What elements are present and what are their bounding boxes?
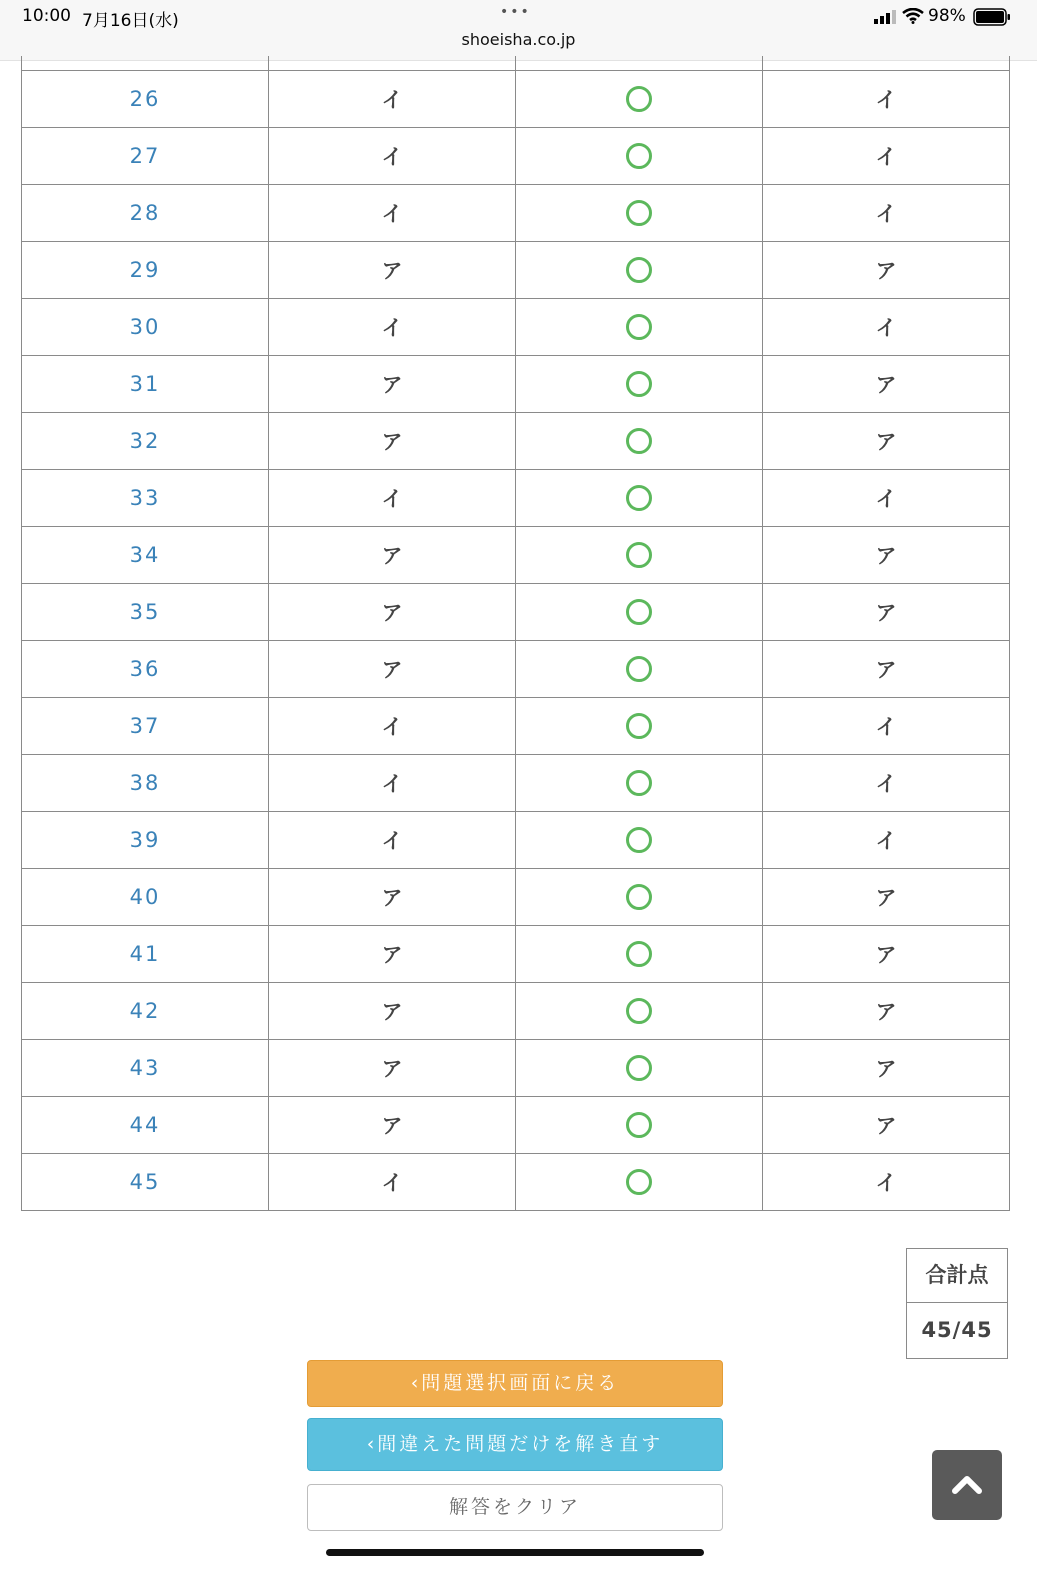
question-number-link[interactable]: 27 bbox=[22, 128, 269, 185]
your-answer: イ bbox=[269, 185, 516, 242]
question-number-link[interactable]: 31 bbox=[22, 356, 269, 413]
your-answer: ア bbox=[269, 869, 516, 926]
table-row bbox=[22, 926, 1010, 983]
question-number-link[interactable]: 41 bbox=[22, 926, 269, 983]
correct-answer: ア bbox=[763, 869, 1010, 926]
result-cell bbox=[516, 1154, 763, 1211]
result-cell bbox=[516, 698, 763, 755]
question-number-link[interactable]: 29 bbox=[22, 242, 269, 299]
more-dots-icon[interactable]: ••• bbox=[500, 4, 531, 20]
your-answer: イ bbox=[269, 755, 516, 812]
correct-answer: イ bbox=[763, 1154, 1010, 1211]
result-cell bbox=[516, 356, 763, 413]
result-cell bbox=[516, 527, 763, 584]
your-answer: イ bbox=[269, 812, 516, 869]
your-answer: ア bbox=[269, 584, 516, 641]
correct-circle-icon bbox=[626, 542, 652, 568]
correct-answer: ア bbox=[763, 413, 1010, 470]
correct-answer: イ bbox=[763, 812, 1010, 869]
home-indicator bbox=[326, 1549, 704, 1556]
total-score-value: 45/45 bbox=[921, 1318, 993, 1342]
question-number-link[interactable]: 44 bbox=[22, 1097, 269, 1154]
table-row bbox=[22, 983, 1010, 1040]
table-row bbox=[22, 185, 1010, 242]
table-row bbox=[22, 869, 1010, 926]
correct-circle-icon bbox=[626, 257, 652, 283]
correct-answer: ア bbox=[763, 242, 1010, 299]
correct-circle-icon bbox=[626, 314, 652, 340]
your-answer: ア bbox=[269, 242, 516, 299]
question-number-link[interactable]: 33 bbox=[22, 470, 269, 527]
correct-circle-icon bbox=[626, 656, 652, 682]
table-row bbox=[22, 242, 1010, 299]
correct-circle-icon bbox=[626, 941, 652, 967]
correct-answer: イ bbox=[763, 299, 1010, 356]
your-answer: イ bbox=[269, 470, 516, 527]
question-number-link[interactable]: 35 bbox=[22, 584, 269, 641]
correct-answer: ア bbox=[763, 926, 1010, 983]
table-row bbox=[22, 128, 1010, 185]
your-answer: ア bbox=[269, 413, 516, 470]
browser-status-bar bbox=[0, 0, 1037, 61]
question-number-link[interactable]: 28 bbox=[22, 185, 269, 242]
your-answer: ア bbox=[269, 983, 516, 1040]
correct-answer: ア bbox=[763, 584, 1010, 641]
correct-circle-icon bbox=[626, 827, 652, 853]
table-row bbox=[22, 1097, 1010, 1154]
battery-percent: 98% bbox=[928, 6, 966, 26]
table-row bbox=[22, 470, 1010, 527]
status-date: 7月16日(水) bbox=[82, 11, 179, 31]
result-cell bbox=[516, 812, 763, 869]
correct-circle-icon bbox=[626, 884, 652, 910]
answer-results-table bbox=[21, 56, 1010, 1211]
result-cell bbox=[516, 470, 763, 527]
table-row bbox=[22, 527, 1010, 584]
question-number-link[interactable]: 34 bbox=[22, 527, 269, 584]
result-cell bbox=[516, 869, 763, 926]
question-number-link[interactable]: 32 bbox=[22, 413, 269, 470]
table-row bbox=[22, 755, 1010, 812]
correct-circle-icon bbox=[626, 485, 652, 511]
table-row bbox=[22, 1040, 1010, 1097]
correct-answer: ア bbox=[763, 983, 1010, 1040]
table-row bbox=[22, 698, 1010, 755]
correct-answer: イ bbox=[763, 470, 1010, 527]
your-answer: ア bbox=[269, 527, 516, 584]
correct-answer: ア bbox=[763, 1097, 1010, 1154]
correct-circle-icon bbox=[626, 998, 652, 1024]
result-cell bbox=[516, 755, 763, 812]
correct-circle-icon bbox=[626, 1112, 652, 1138]
correct-circle-icon bbox=[626, 143, 652, 169]
your-answer: ア bbox=[269, 356, 516, 413]
question-number-link[interactable]: 26 bbox=[22, 71, 269, 128]
result-cell bbox=[516, 413, 763, 470]
total-score-box bbox=[906, 1248, 1008, 1359]
table-row-cut-off bbox=[22, 56, 1010, 71]
result-cell bbox=[516, 641, 763, 698]
total-score-label: 合計点 bbox=[907, 1249, 1007, 1303]
question-number-link[interactable]: 30 bbox=[22, 299, 269, 356]
result-cell bbox=[516, 299, 763, 356]
correct-answer: ア bbox=[763, 356, 1010, 413]
correct-circle-icon bbox=[626, 713, 652, 739]
question-number-link[interactable]: 38 bbox=[22, 755, 269, 812]
wifi-icon bbox=[902, 8, 924, 24]
table-row bbox=[22, 641, 1010, 698]
correct-circle-icon bbox=[626, 371, 652, 397]
correct-circle-icon bbox=[626, 599, 652, 625]
question-number-link[interactable]: 39 bbox=[22, 812, 269, 869]
result-cell bbox=[516, 128, 763, 185]
correct-circle-icon bbox=[626, 428, 652, 454]
correct-answer: ア bbox=[763, 527, 1010, 584]
correct-circle-icon bbox=[626, 86, 652, 112]
question-number-link[interactable]: 43 bbox=[22, 1040, 269, 1097]
question-number-link[interactable]: 36 bbox=[22, 641, 269, 698]
correct-circle-icon bbox=[626, 1055, 652, 1081]
correct-answer: ア bbox=[763, 641, 1010, 698]
result-cell bbox=[516, 185, 763, 242]
question-number-link[interactable]: 37 bbox=[22, 698, 269, 755]
table-row bbox=[22, 71, 1010, 128]
correct-answer: イ bbox=[763, 698, 1010, 755]
your-answer: イ bbox=[269, 128, 516, 185]
correct-circle-icon bbox=[626, 1169, 652, 1195]
your-answer: イ bbox=[269, 698, 516, 755]
your-answer: イ bbox=[269, 71, 516, 128]
status-time: 10:00 bbox=[22, 6, 71, 26]
your-answer: ア bbox=[269, 926, 516, 983]
your-answer: イ bbox=[269, 1154, 516, 1211]
question-number-link[interactable]: 42 bbox=[22, 983, 269, 1040]
chevron-up-icon bbox=[949, 1467, 985, 1503]
table-row bbox=[22, 584, 1010, 641]
result-cell bbox=[516, 1097, 763, 1154]
your-answer: イ bbox=[269, 299, 516, 356]
address-url[interactable]: shoeisha.co.jp bbox=[461, 30, 576, 49]
question-number-link[interactable]: 40 bbox=[22, 869, 269, 926]
result-cell bbox=[516, 926, 763, 983]
correct-answer: イ bbox=[763, 128, 1010, 185]
result-cell bbox=[516, 242, 763, 299]
clear-answers-button[interactable]: 解答をクリア bbox=[307, 1484, 723, 1531]
result-cell bbox=[516, 584, 763, 641]
question-number-link[interactable]: 45 bbox=[22, 1154, 269, 1211]
correct-answer: イ bbox=[763, 185, 1010, 242]
retry-wrong-questions-button[interactable]: ‹間違えた問題だけを解き直す bbox=[307, 1418, 723, 1471]
scroll-to-top-button[interactable] bbox=[932, 1450, 1002, 1520]
your-answer: ア bbox=[269, 1097, 516, 1154]
correct-circle-icon bbox=[626, 770, 652, 796]
correct-answer: ア bbox=[763, 1040, 1010, 1097]
back-to-question-select-button[interactable]: ‹問題選択画面に戻る bbox=[307, 1360, 723, 1407]
correct-circle-icon bbox=[626, 200, 652, 226]
table-row bbox=[22, 356, 1010, 413]
your-answer: ア bbox=[269, 1040, 516, 1097]
table-row bbox=[22, 299, 1010, 356]
your-answer: ア bbox=[269, 641, 516, 698]
table-row bbox=[22, 413, 1010, 470]
result-cell bbox=[516, 71, 763, 128]
cellular-signal-icon bbox=[874, 10, 896, 24]
battery-icon bbox=[973, 8, 1011, 26]
result-cell bbox=[516, 983, 763, 1040]
correct-answer: イ bbox=[763, 755, 1010, 812]
table-row bbox=[22, 1154, 1010, 1211]
result-cell bbox=[516, 1040, 763, 1097]
table-row bbox=[22, 812, 1010, 869]
correct-answer: イ bbox=[763, 71, 1010, 128]
